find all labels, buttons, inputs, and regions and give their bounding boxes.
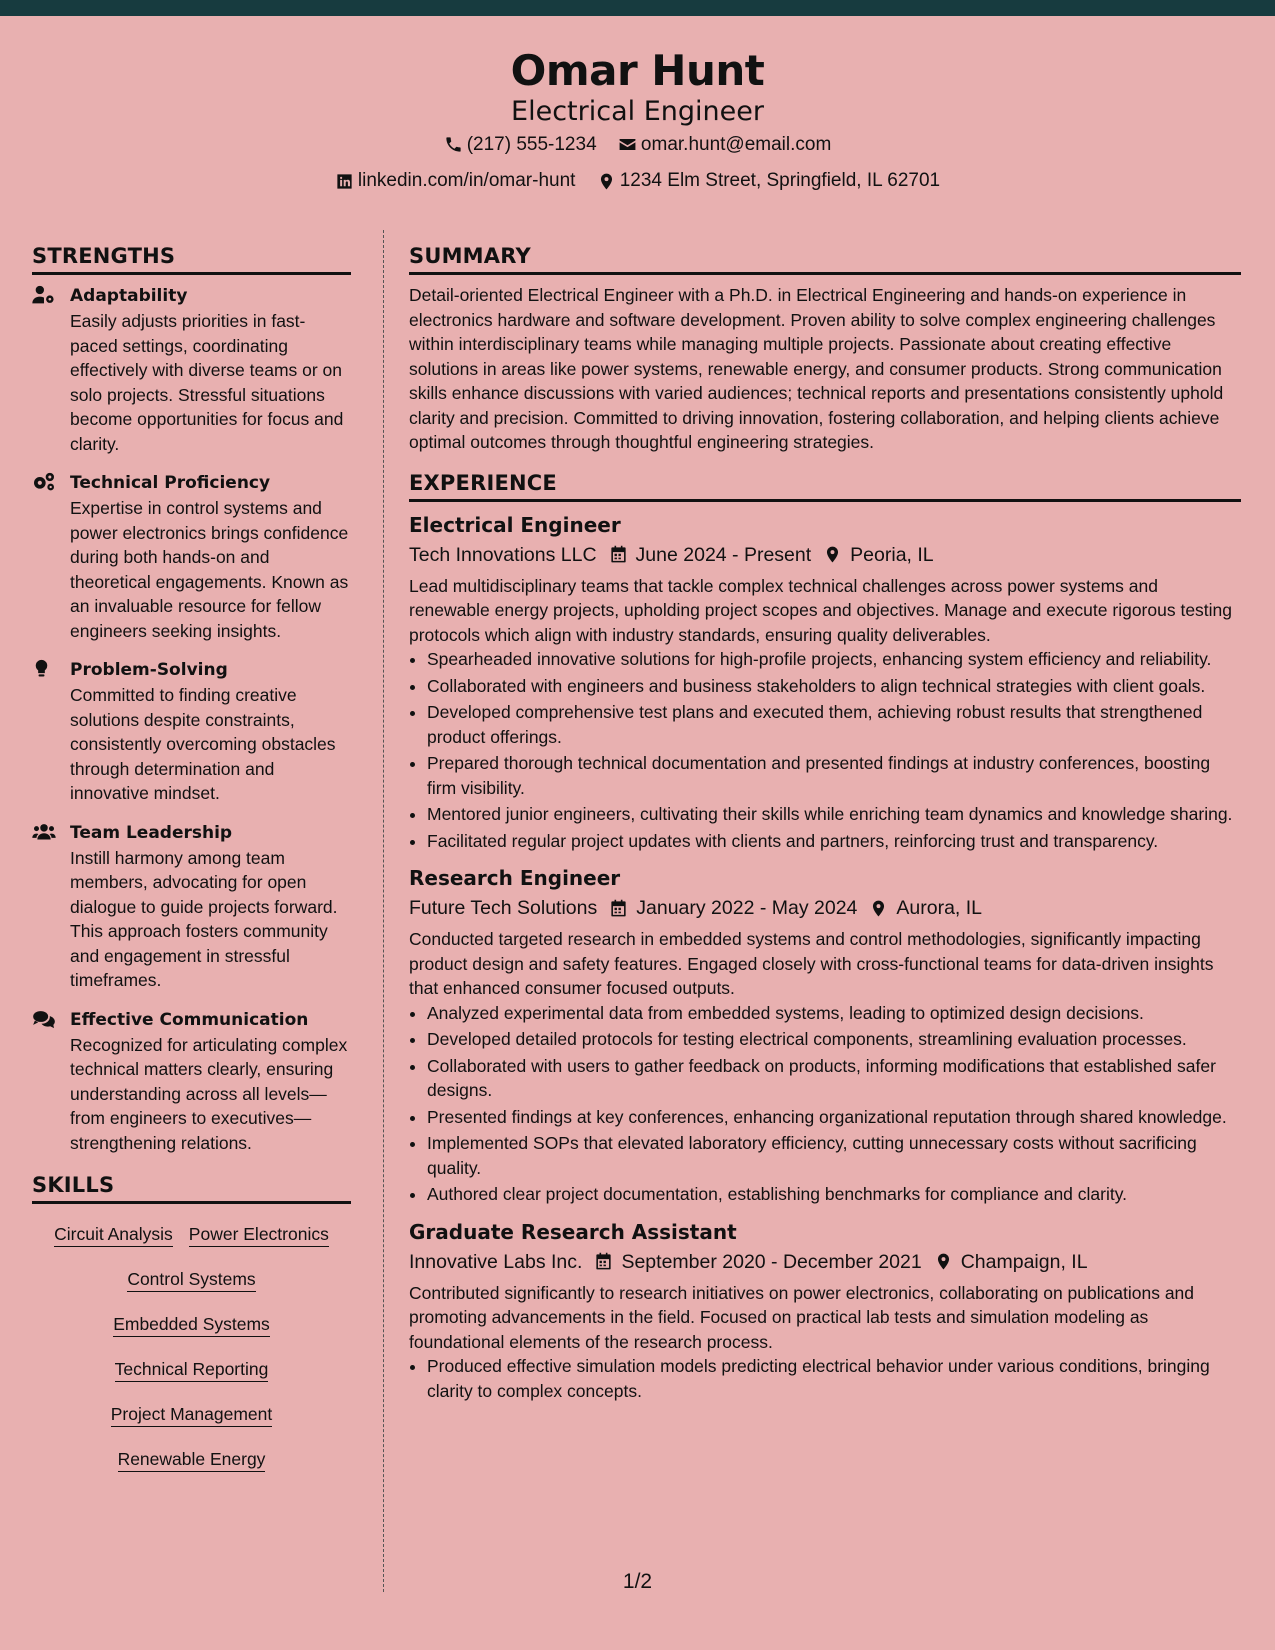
job-description: Lead multidisciplinary teams that tackle complex technical challenges across power systems and renewable energy projects, upholding project scopes and objectives. Manage and execute rigorous testing protocols which align with industry standards, ensuring quality deliverables. — [409, 575, 1233, 645]
contact-phone — [444, 129, 597, 161]
strength-item — [32, 657, 351, 806]
job-dates: January 2022 - May 2024 — [636, 897, 858, 919]
candidate-title: Electrical Engineer — [511, 96, 764, 128]
job-location: Champaign, IL — [960, 1250, 1088, 1273]
strength-name: Effective Communication — [70, 1009, 309, 1030]
job-entry — [409, 1217, 1241, 1404]
skills-list — [32, 1212, 351, 1488]
job-bullet: • Collaborated with engineers and business stakeholders to align technical strategies with client goals. — [427, 674, 1241, 699]
strength-description: Recognized for articulating complex technical matters clearly, ensuring understanding across all levels—from engineers to executives—strengthening relations. — [70, 1034, 348, 1153]
job-company: Future Tech Solutions — [409, 897, 598, 919]
address-text: 1234 Elm Street, Springfield, IL 62701 — [619, 170, 941, 192]
job-entry — [409, 863, 1241, 1207]
job-meta — [409, 1247, 1241, 1277]
job-bullet: • Authored clear project documentation, establishing benchmarks for compliance and clarity. — [427, 1182, 1241, 1207]
summary-heading: SUMMARY — [409, 244, 1241, 275]
comments-icon — [32, 1009, 56, 1029]
strength-item — [32, 820, 351, 993]
strength-item — [32, 283, 351, 456]
strength-name: Technical Proficiency — [70, 473, 271, 493]
candidate-name: Omar Hunt — [510, 46, 765, 95]
strength-item — [32, 1007, 351, 1156]
job-bullet: • Produced effective simulation models predicting electrical behavior under various conditions, bringing clarity to complex concepts. — [427, 1354, 1241, 1403]
job-company: Innovative Labs Inc. — [409, 1250, 583, 1273]
calendar-icon — [594, 1252, 613, 1271]
strength-name: Problem-Solving — [70, 660, 228, 680]
job-bullets — [409, 1354, 1241, 1403]
contact-address — [597, 165, 940, 197]
skills-heading: SKILLS — [32, 1173, 351, 1204]
job-bullet: • Implemented SOPs that elevated laboratory efficiency, cutting unnecessary costs without sacrificing quality. — [427, 1131, 1241, 1180]
map-pin-icon — [597, 172, 616, 191]
map-pin-icon — [823, 545, 842, 564]
linkedin-icon — [335, 172, 354, 191]
linkedin-link[interactable]: linkedin.com/in/omar-hunt — [357, 170, 576, 192]
skill-tag: Renewable Energy — [118, 1449, 266, 1472]
job-bullet: • Developed comprehensive test plans and executed them, achieving robust results that strengthened product offerings. — [427, 700, 1241, 749]
gears-icon — [32, 472, 56, 492]
job-role: Graduate Research Assistant — [409, 1219, 737, 1244]
page-number: 1/2 — [622, 1570, 653, 1593]
calendar-icon — [609, 899, 628, 918]
job-bullet: • Presented findings at key conferences, enhancing organizational reputation through shared knowledge. — [427, 1105, 1241, 1130]
skill-tag: Technical Reporting — [115, 1359, 269, 1382]
job-bullets — [409, 647, 1241, 853]
email-link[interactable]: omar.hunt@email.com — [640, 133, 832, 155]
strength-description: Expertise in control systems and power electronics brings confidence during both hands-on and theoretical engagements. Known as an invaluable resource for fellow engineers seeking insights. — [70, 498, 349, 641]
skill-tag: Control Systems — [127, 1269, 255, 1292]
skill-tag: Circuit Analysis — [54, 1224, 173, 1247]
job-entry — [409, 510, 1241, 854]
strength-description: Instill harmony among team members, advocating for open dialogue to guide projects forward. This approach fosters community and engagement in stressful timeframes. — [70, 847, 338, 990]
strength-description: Committed to finding creative solutions despite constraints, consistently overcoming obstacles through determination and innovative mindset. — [70, 685, 336, 803]
skill-tag: Embedded Systems — [113, 1314, 270, 1337]
contact-row-1 — [0, 129, 1275, 166]
left-column — [32, 244, 351, 1488]
contact-email — [618, 129, 831, 161]
experience-heading: EXPERIENCE — [409, 471, 1241, 502]
job-bullet: • Prepared thorough technical documentation and presented findings at industry conferences, boosting firm visibility. — [427, 751, 1241, 800]
strength-name: Team Leadership — [70, 822, 233, 843]
job-company: Tech Innovations LLC — [409, 543, 597, 566]
contact-row-2 — [0, 165, 1275, 202]
job-meta — [409, 540, 1241, 570]
job-dates: September 2020 - December 2021 — [621, 1250, 922, 1273]
job-bullet: • Analyzed experimental data from embedded systems, leading to optimized design decisions. — [427, 1001, 1241, 1026]
job-location: Aurora, IL — [896, 897, 983, 919]
job-bullet: • Facilitated regular project updates with clients and partners, reinforcing trust and transparency. — [427, 829, 1241, 854]
job-bullet: • Developed detailed protocols for testing electrical components, streamlining evaluation processes. — [427, 1027, 1241, 1052]
job-dates: June 2024 - Present — [635, 543, 812, 566]
job-description: Contributed significantly to research initiatives on power electronics, collaborating on publications and promoting advancements in the field. Focused on practical lab tests and simulation modeling as foundational elements of the research process. — [409, 1282, 1195, 1352]
map-pin-icon — [869, 899, 888, 918]
calendar-icon — [609, 545, 628, 564]
map-pin-icon — [934, 1252, 953, 1271]
phone-text[interactable]: (217) 555-1234 — [466, 133, 597, 155]
top-bar — [0, 0, 1275, 16]
skill-tag: Project Management — [111, 1404, 272, 1427]
job-bullets — [409, 1001, 1241, 1207]
user-gear-icon — [32, 285, 56, 305]
job-description: Conducted targeted research in embedded systems and control methodologies, significantly impacting product design and safety features. Engaged closely with cross-functional teams for data-driven insights that enhanced consumer focused outputs. — [409, 929, 1214, 998]
strength-name: Adaptability — [70, 286, 188, 306]
job-role: Electrical Engineer — [409, 512, 621, 537]
job-bullet: • Mentored junior engineers, cultivating their skills while enriching team dynamics and knowledge sharing. — [427, 802, 1241, 827]
job-role: Research Engineer — [409, 866, 621, 890]
right-column — [409, 244, 1241, 1413]
lightbulb-icon — [32, 659, 56, 679]
column-divider — [383, 230, 384, 1592]
job-location: Peoria, IL — [850, 543, 934, 566]
phone-icon — [444, 135, 463, 154]
job-bullet: • Spearheaded innovative solutions for high-profile projects, enhancing system efficiency and reliability. — [427, 647, 1241, 672]
job-bullet: • Collaborated with users to gather feedback on products, informing modifications that established safer designs. — [427, 1054, 1241, 1103]
resume-body — [0, 204, 1275, 1604]
strength-description: Easily adjusts priorities in fast-paced settings, coordinating effectively with diverse teams or on solo projects. Stressful situations become opportunities for focus and clarity. — [70, 311, 344, 454]
summary-text: Detail-oriented Electrical Engineer with a Ph.D. in Electrical Engineering and hands-on experience in electronics hardware and software development. Proven ability to solve complex engineering challenges within interdisciplinary teams while managing multiple projects. Passionate about creating effective solutions in areas like power systems, renewable energy, and consumer products. Strong communication skills enhance discussions with varied audiences; technical reports and presentations consistently uphold clarity and precision. Committed to driving innovation, fostering collaboration, and helping clients achieve optimal outcomes through thoughtful engineering strategies. — [409, 285, 1224, 452]
resume-header — [0, 16, 1275, 204]
users-icon — [32, 822, 56, 842]
strengths-heading: STRENGTHS — [32, 244, 351, 275]
envelope-icon — [618, 135, 637, 154]
job-meta — [409, 893, 1241, 923]
strength-item — [32, 470, 351, 643]
skill-tag: Power Electronics — [189, 1224, 329, 1247]
contact-linkedin — [335, 165, 576, 197]
